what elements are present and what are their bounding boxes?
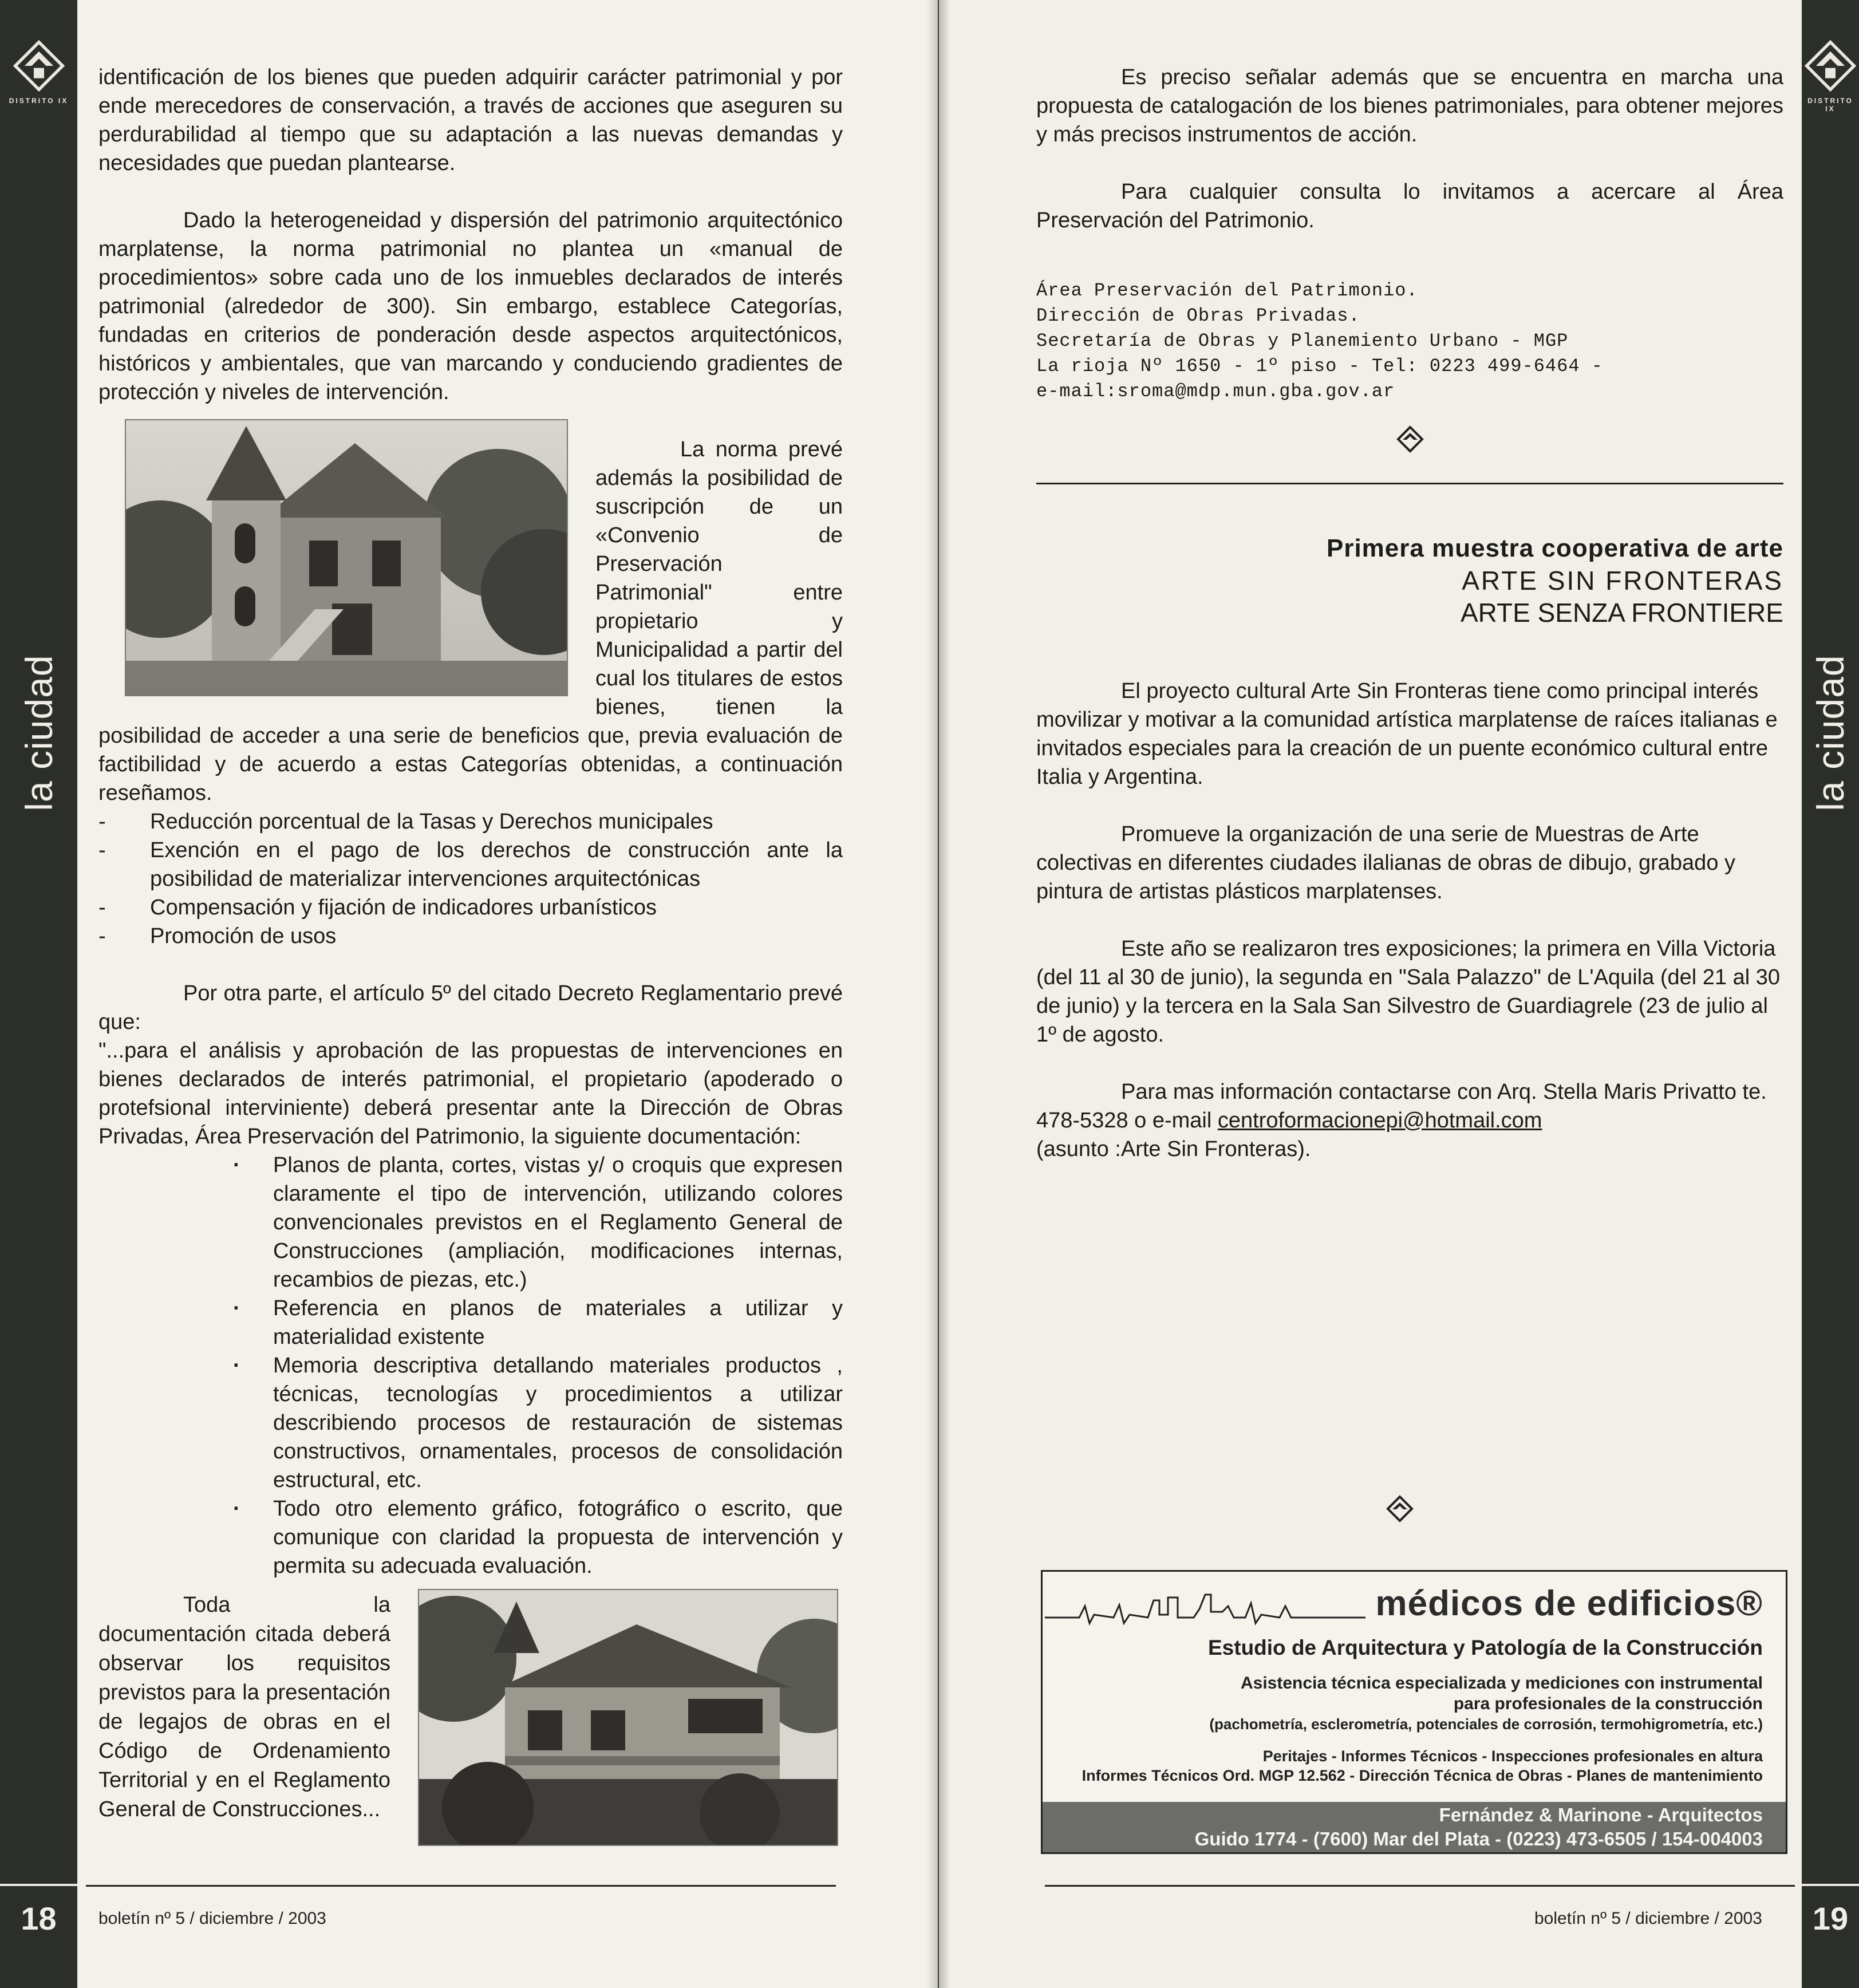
strip-divider bbox=[1802, 1884, 1859, 1886]
ad-address: Guido 1774 - (7600) Mar del Plata - (0223) 473-6505 / 154-004003 bbox=[1194, 1828, 1763, 1849]
district-logo-text: DISTRITO IX bbox=[9, 97, 69, 105]
list-item: - Compensación y fijación de indicadores urbanísticos bbox=[98, 893, 843, 922]
list-item: · Memoria descriptiva detallando materiales productos , técnicas, tecnologías y procedimientos a utilizar describiendo procesos de restauración de sistemas constructivos, ornamentales, procesos de consolidación estructural, etc. bbox=[233, 1351, 843, 1494]
ad-services: Peritajes - Informes Técnicos - Inspecciones profesionales en altura bbox=[1262, 1748, 1763, 1765]
advertisement bbox=[1041, 1570, 1787, 1854]
paragraph: identificación de los bienes que pueden adquirir carácter patrimonial y por ende merecedores de conservación, a través de acciones que aseguren su perdurabilidad al tiempo que su adaptación a las nuevas demandas y necesidades que puedan plantearse. bbox=[98, 65, 843, 175]
chalet-illustration bbox=[419, 1590, 837, 1845]
list-item: · Planos de planta, cortes, vistas y/ o croquis que expresen claramente el tipo de intervención, utilizando colores convencionales previstos en el Reglamento General de Construcciones (ampliación, modificaciones internas, recambios de piezas, etc.) bbox=[233, 1151, 843, 1294]
district-logo-icon bbox=[13, 40, 65, 92]
art-heading-line: Primera muestra cooperativa de arte bbox=[1326, 534, 1783, 562]
section-label: la ciudad bbox=[17, 654, 60, 811]
spine-shade bbox=[926, 0, 938, 1988]
district-logo-icon bbox=[1805, 40, 1856, 92]
ad-brand-name: médicos de edificios® bbox=[1375, 1584, 1763, 1623]
district-logo-text: DISTRITO IX bbox=[1807, 97, 1853, 113]
list-item: - Reducción porcentual de la Tasas y Derechos municipales bbox=[98, 807, 843, 836]
district-ornament-icon bbox=[1396, 425, 1424, 453]
heartbeat-skyline-icon bbox=[1045, 1583, 1365, 1629]
paragraph: Para cualquier consulta lo invitamos a acercare al Área Preservación del Patrimonio. bbox=[1036, 180, 1783, 232]
ad-services: Informes Técnicos Ord. MGP 12.562 - Dirección Técnica de Obras - Planes de mantenimiento bbox=[1082, 1767, 1763, 1784]
footer-text: boletín nº 5 / diciembre / 2003 bbox=[98, 1909, 326, 1928]
district-logo bbox=[1802, 40, 1859, 113]
ornament bbox=[1036, 425, 1783, 461]
left-article bbox=[98, 63, 843, 1580]
section-label: la ciudad bbox=[1809, 654, 1852, 811]
paragraph: Dado la heterogeneidad y dispersión del patrimonio arquitectónico marplatense, la norma patrimonial no plantea un «manual de procedimientos» sobre cada uno de los inmuebles declarados de interés patrimonial (alrededor de 300). Sin embargo, establece Categorías, fundadas en criterios de ponderación desde aspectos arquitectónicos, históricos y ambientales, que van marcando y conduciendo gradientes de protección y niveles de intervención. bbox=[98, 208, 843, 404]
paragraph: El proyecto cultural Arte Sin Fronteras tiene como principal interés movilizar y motivar a la comunidad artística marplatense de raíces italianas e invitados especiales para la creación de un puente económico cultural entre Italia y Argentina. bbox=[1036, 679, 1778, 789]
requirements-list bbox=[233, 1151, 843, 1580]
contact-text: Para mas información contactarse con Arq. Stella Maris Privatto te. 478-5328 o e-mail bbox=[1036, 1080, 1767, 1133]
closing-paragraph: Toda la documentación citada deberá observar los requisitos previstos para la presentación de legajos de obras en el Código de Ordenamiento Territorial y en el Reglamento General de Construcciones... bbox=[98, 1593, 390, 1821]
ad-description: Asistencia técnica especializada y mediciones con instrumental bbox=[1240, 1674, 1763, 1693]
contact-text: (asunto :Arte Sin Fronteras). bbox=[1036, 1137, 1311, 1161]
photo-tower-house bbox=[125, 419, 568, 696]
contact-line: Secretaría de Obras y Planemiento Urbano - MGP bbox=[1036, 330, 1569, 352]
paragraph: Promueve la organización de una serie de Muestras de Arte colectivas en diferentes ciudades ilalianas de obras de dibujo, grabado y pintura de artistas plásticos marplatenses. bbox=[1036, 822, 1736, 904]
list-item: - Promoción de usos bbox=[98, 922, 843, 950]
district-ornament-icon bbox=[1386, 1494, 1414, 1523]
email-link[interactable]: centroformacionepi@hotmail.com bbox=[1217, 1109, 1542, 1133]
art-heading bbox=[1036, 532, 1783, 629]
contact-line: La rioja Nº 1650 - 1º piso - Tel: 0223 499-6464 - bbox=[1036, 356, 1603, 377]
contact-line: Dirección de Obras Privadas. bbox=[1036, 305, 1360, 326]
ad-firm: Fernández & Marinone - Arquitectos bbox=[1439, 1804, 1763, 1825]
ad-contact-bar bbox=[1043, 1802, 1786, 1852]
contact-line: Área Preservación del Patrimonio. bbox=[1036, 280, 1418, 301]
footer-text: boletín nº 5 / diciembre / 2003 bbox=[1534, 1909, 1762, 1928]
footer-rule bbox=[86, 1885, 836, 1887]
strip-divider bbox=[0, 1884, 77, 1886]
right-article bbox=[1036, 63, 1783, 1192]
section-divider bbox=[1036, 483, 1783, 484]
paragraph bbox=[1036, 1078, 1783, 1163]
photo-chalet bbox=[418, 1589, 838, 1846]
ornament bbox=[1386, 1494, 1414, 1526]
page-number: 18 bbox=[21, 1900, 57, 1936]
right-side-strip bbox=[1802, 0, 1859, 1988]
spine-shade bbox=[939, 0, 950, 1988]
tower-house-illustration bbox=[126, 420, 567, 695]
list-item: · Referencia en planos de materiales a utilizar y materialidad existente bbox=[233, 1294, 843, 1351]
paragraph: Por otra parte, el artículo 5º del citado Decreto Reglamentario prevé que: bbox=[98, 981, 843, 1034]
quote-paragraph: "...para el análisis y aprobación de las propuestas de intervenciones en bienes declarados de interés patrimonial, el propietario (apoderado o protefsional interviniente) deberá presentar ante la Dirección de Obras Privadas, Área Preservación del Patrimonio, la siguiente documentación: bbox=[98, 1039, 843, 1149]
ad-header bbox=[1043, 1572, 1786, 1632]
benefits-list bbox=[98, 807, 843, 950]
paragraph: Es preciso señalar además que se encuentra en marcha una propuesta de catalogación de los bienes patrimoniales, para obtener mejores y más precisos instrumentos de acción. bbox=[1036, 65, 1783, 147]
ad-description: para profesionales de la construcción bbox=[1453, 1694, 1763, 1713]
list-item: - Exención en el pago de los derechos de construcción ante la posibilidad de materializar intervenciones arquitectónicas bbox=[98, 836, 843, 893]
paragraph: La norma prevé además la posibilidad de suscripción de un «Convenio de Preservación Patrimonial" entre propietario y Municipalidad a partir del cual los titulares de estos bienes, tienen la posibilidad de acceder a una serie de beneficios que, previa evaluación de factibilidad y de acuerdo a estas Categorías obtenidas, a continuación reseñamos. bbox=[98, 437, 843, 805]
list-item: · Todo otro elemento gráfico, fotográfico o escrito, que comunique con claridad la propuesta de intervención y permita su adecuada evaluación. bbox=[233, 1494, 843, 1580]
footer-rule bbox=[1045, 1885, 1795, 1887]
contact-line: e-mail:sroma@mdp.mun.gba.gov.ar bbox=[1036, 381, 1395, 402]
page-number: 19 bbox=[1812, 1900, 1849, 1936]
left-side-strip bbox=[0, 0, 77, 1988]
ad-subtitle: Estudio de Arquitectura y Patología de la Construcción bbox=[1208, 1636, 1763, 1659]
district-logo bbox=[0, 40, 77, 105]
paragraph: Este año se realizaron tres exposiciones; la primera en Villa Victoria (del 11 al 30 de junio), la segunda en "Sala Palazzo" de L'Aquila (del 21 al 30 de junio) y la tercera en la Sala San Silvestro de Guardiagrele (23 de julio al 1º de agosto. bbox=[1036, 937, 1780, 1047]
art-heading-line: ARTE SIN FRONTERAS bbox=[1462, 566, 1783, 595]
ad-description: (pachometría, esclerometría, potenciales de corrosión, termohigrometría, etc.) bbox=[1209, 1715, 1763, 1733]
art-heading-line: ARTE SENZA FRONTIERE bbox=[1460, 598, 1783, 628]
contact-block bbox=[1036, 278, 1783, 404]
